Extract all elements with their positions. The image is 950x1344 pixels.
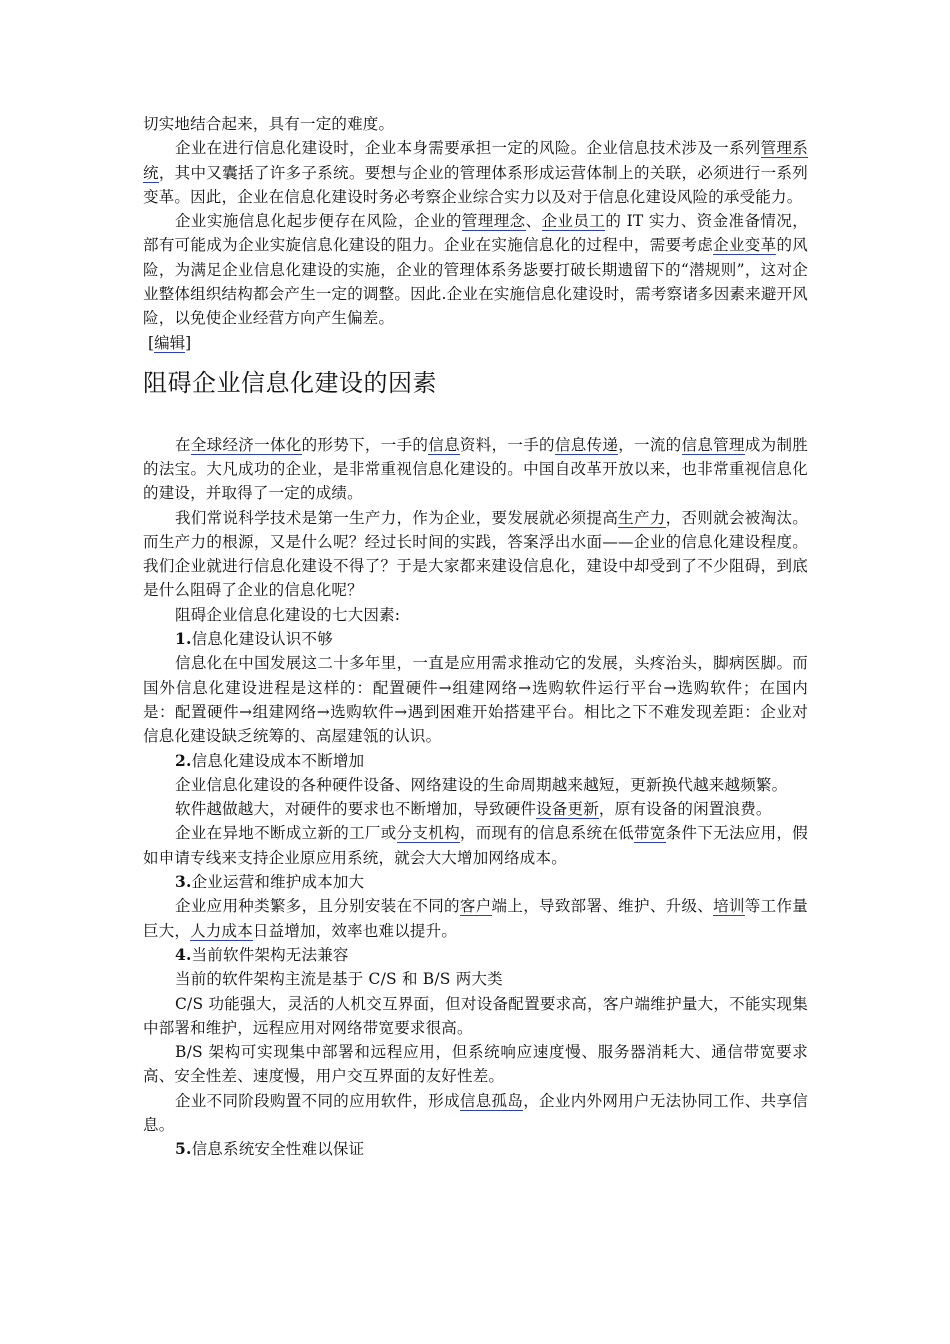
link-productivity[interactable]: 生产力 [618, 508, 666, 527]
factor-title: 信息化建设认识不够 [191, 630, 333, 649]
paragraph [143, 136, 808, 209]
edit-link[interactable]: 编辑 [154, 333, 186, 352]
bracket: ] [185, 333, 192, 352]
factor-number: 3. [175, 872, 192, 892]
factor-heading [143, 870, 808, 894]
link-labor-cost[interactable]: 人力成本 [190, 921, 253, 940]
text: 端上，导致部署、维护、升级、 [491, 897, 714, 916]
text: 企业在异地不断成立新的工厂或 [175, 824, 397, 843]
text: ，其中又囊括了许多子系统。要想与企业的管理体系形成运营体制上的关联，必须进行一系列变革。因此，企业在信息化建设时务必考察企业综合实力以及对于信息化建设风险的承受能力。 [143, 163, 809, 206]
text: 成为制胜的法宝。大凡成功的企业，是非常重视信息化建设的。中国自改革开放以来，也非常重视信息化的建设，并取得了一定的成绩。 [143, 435, 808, 503]
text: 企业应用种类繁多，且分别安装在不同的 [175, 897, 460, 916]
paragraph [143, 1089, 808, 1138]
factor-title: 信息系统安全性难以保证 [191, 1140, 365, 1159]
text: 的 IT 实力、资金准备情况，部有可能成为企业实旋信息化建设的阻力。企业在实施信息化的过程中，需要考虑 [143, 212, 808, 255]
text: ，而现有的信息系统在低 [459, 824, 635, 843]
text: 我们常说科学技术是第一生产力，作为企业，要发展就必须提高 [175, 508, 619, 527]
factor-number: 5. [175, 1139, 192, 1159]
link-bandwidth[interactable]: 带宽 [634, 824, 666, 843]
text: ，企业内外网用户无法协同工作、共享信息。 [143, 1091, 808, 1134]
text: 企业不同阶段购置不同的应用软件，形成 [175, 1091, 460, 1110]
paragraph: B/S 架构可实现集中部署和远程应用，但系统响应速度慢、服务器消耗大、通信带宽要求高、安全性差、速度慢，用户交互界面的友好性差。 [143, 1043, 808, 1086]
factor-number: 2. [175, 750, 192, 770]
text: 等工作量巨大， [143, 897, 808, 940]
factor-title: 当前软件架构无法兼容 [191, 945, 349, 964]
link-information[interactable]: 信息 [428, 435, 460, 454]
factor-heading [143, 943, 808, 967]
edit-section-link [148, 331, 808, 355]
link-information-transfer[interactable]: 信息传递 [554, 435, 619, 454]
link-information-management[interactable]: 信息管理 [681, 435, 745, 454]
link-equipment-update[interactable]: 设备更新 [536, 800, 599, 819]
factor-number: 1. [175, 629, 192, 649]
text: ，一流的 [618, 435, 682, 454]
paragraph: C/S 功能强大，灵活的人机交互界面，但对设备配置要求高，客户端维护量大，不能实现集中部署和维护，远程应用对网络带宽要求很高。 [143, 994, 808, 1037]
text: 条件下无法应用，假如申请专线来支持企业原应用系统，就会大大增加网络成本。 [143, 824, 808, 867]
text: ，原有设备的闲置浪费。 [598, 800, 772, 819]
link-management-concept[interactable]: 管理理念 [461, 212, 526, 231]
link-global-economy[interactable]: 全球经济一体化 [190, 435, 302, 454]
bracket: [ [148, 333, 155, 352]
factor-number: 4. [175, 944, 192, 964]
link-client[interactable]: 客户 [459, 897, 492, 916]
text: 资料，一手的 [459, 435, 555, 454]
paragraph [143, 433, 808, 506]
paragraph [143, 821, 808, 870]
text: 企业在进行信息化建设时，企业本身需要承担一定的风险。企业信息技术涉及一系列 [175, 139, 761, 158]
text: 企业实施信息化起步便存在风险，企业的 [175, 212, 462, 231]
paragraph: 企业信息化建设的各种硬件设备、网络建设的生命周期越来越短，更新换代越来越频繁。 [175, 775, 788, 794]
factor-title: 企业运营和维护成本加大 [191, 873, 365, 892]
paragraph: 切实地结合起来，具有一定的难度。 [143, 115, 395, 133]
factor-heading [143, 1137, 808, 1161]
factor-title: 信息化建设成本不断增加 [191, 751, 365, 770]
text: 日益增加，效率也难以提升。 [252, 921, 458, 940]
text: 的形势下，一手的 [301, 435, 429, 454]
text: 在 [175, 435, 191, 454]
link-management-system[interactable]: 管理系统 [143, 139, 808, 182]
factor-heading [143, 627, 808, 651]
factor-heading [143, 749, 808, 773]
paragraph [143, 209, 808, 330]
link-training[interactable]: 培训 [713, 897, 745, 916]
text: 的风险，为满足企业信息化建设的实施，企业的管理体系务毖要打破长期遗留下的“潜规则”，这对企业整体组织结构都会产生一定的调整。因此.企业在实施信息化建设时，需考察诸多因素来避开风险，以免使企业经营方向产生偏差。 [143, 236, 809, 328]
paragraph [143, 506, 808, 603]
paragraph [143, 797, 808, 821]
paragraph: 阻碍企业信息化建设的七大因素: [175, 605, 401, 624]
paragraph: 当前的软件架构主流是基于 C/S 和 B/S 两大类 [175, 970, 503, 989]
link-employees[interactable]: 企业员工 [541, 212, 606, 231]
text: 、 [525, 212, 542, 231]
link-branch[interactable]: 分支机构 [396, 824, 460, 843]
link-enterprise-change[interactable]: 企业变革 [713, 236, 777, 255]
paragraph [143, 894, 808, 943]
text: ，否则就会被淘汰。而生产力的根源，又是什么呢？经过长时间的实践，答案浮出水面——企业的信息化建设程度。我们企业就进行信息化建设不得了？于是大家都来建设信息化，建设中却受到了不少阻碍，到底是什么阻碍了企业的信息化呢？ [143, 508, 808, 600]
section-heading: 阻碍企业信息化建设的因素 [143, 368, 437, 397]
paragraph: 信息化在中国发展这二十多年里，一直是应用需求推动它的发展，头疼治头，脚病医脚。而国外信息化建设进程是这样的：配置硬件→组建网络→选购软件运行平台→选购软件；在国内是：配置硬件→组建网络→选购软件→遇到困难开始搭建平台。相比之下不难发现差距：企业对信息化建设缺乏统筹的、高屋建瓴的认识。 [143, 654, 808, 746]
link-information-island[interactable]: 信息孤岛 [459, 1091, 524, 1110]
text: 软件越做越大，对硬件的要求也不断增加，导致硬件 [175, 800, 537, 819]
document-page [143, 112, 808, 1162]
